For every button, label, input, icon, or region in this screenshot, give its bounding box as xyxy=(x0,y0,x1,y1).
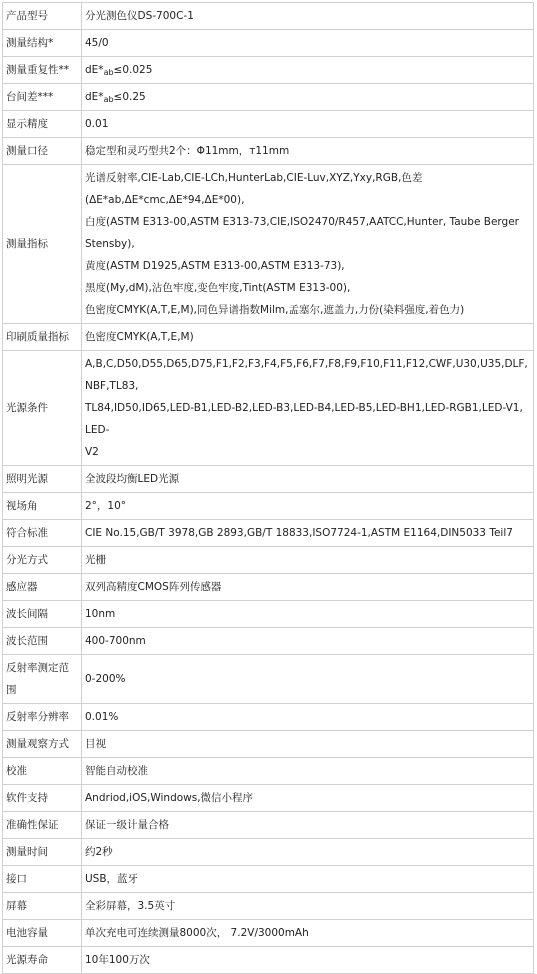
spec-label: 感应器 xyxy=(3,574,82,601)
spec-row xyxy=(3,601,534,628)
spec-label: 校准 xyxy=(3,758,82,785)
spec-value xyxy=(82,351,534,466)
spec-value xyxy=(82,30,534,57)
spec-value-line: 0.01 xyxy=(85,118,109,130)
spec-row xyxy=(3,731,534,758)
spec-row xyxy=(3,947,534,974)
spec-row xyxy=(3,520,534,547)
spec-value xyxy=(82,493,534,520)
spec-label: 照明光源 xyxy=(3,466,82,493)
spec-label: 视场角 xyxy=(3,493,82,520)
spec-value xyxy=(82,731,534,758)
spec-value-prefix: dE* xyxy=(85,64,104,76)
spec-row xyxy=(3,111,534,138)
spec-value-line: 色密度CMYK(A,T,E,M) xyxy=(85,331,194,343)
spec-value-line: 全波段均衡LED光源 xyxy=(85,473,180,485)
spec-value-line: USB，蓝牙 xyxy=(85,873,139,885)
spec-value xyxy=(82,84,534,111)
spec-row xyxy=(3,138,534,165)
spec-label: 测量结构* xyxy=(3,30,82,57)
spec-value xyxy=(82,893,534,920)
spec-value-line: 10nm xyxy=(85,608,116,620)
spec-value-line: 光谱反射率,CIE-Lab,CIE-LCh,HunterLab,CIE-Luv,XYZ,Yxy,RGB,色差 xyxy=(85,172,423,184)
spec-value-line: 0-200% xyxy=(85,673,126,685)
spec-value-line: TL84,ID50,ID65,LED-B1,LED-B2,LED-B3,LED-B4,LED-B5,LED-BH1,LED-RGB1,LED-V1, LED- xyxy=(85,402,523,436)
spec-label: 产品型号 xyxy=(3,3,82,30)
spec-label: 屏幕 xyxy=(3,893,82,920)
spec-value xyxy=(82,628,534,655)
spec-row xyxy=(3,3,534,30)
spec-value-line: Andriod,iOS,Windows,微信小程序 xyxy=(85,792,254,804)
spec-value-suffix: ≤0.25 xyxy=(113,91,146,103)
spec-value-line: A,B,C,D50,D55,D65,D75,F1,F2,F3,F4,F5,F6,F7,F8,F9,F10,F11,F12,CWF,U30,U35,DLF,NBF,TL83, xyxy=(85,358,528,392)
spec-row xyxy=(3,466,534,493)
spec-value-suffix: ≤0.025 xyxy=(113,64,153,76)
spec-row xyxy=(3,920,534,947)
spec-value-line: 色密度CMYK(A,T,E,M),同色异谱指数Milm,孟塞尔,遮盖力,力份(染料强度,着色力) xyxy=(85,304,465,316)
spec-value-line: (ΔE*ab,ΔE*cmc,ΔE*94,ΔE*00), xyxy=(85,194,245,206)
spec-row xyxy=(3,866,534,893)
spec-row xyxy=(3,547,534,574)
spec-value-line: 0.01% xyxy=(85,711,119,723)
spec-table-body xyxy=(3,3,534,974)
spec-label: 波长范围 xyxy=(3,628,82,655)
spec-value-line: CIE No.15,GB/T 3978,GB 2893,GB/T 18833,ISO7724-1,ASTM E1164,DIN5033 Teil7 xyxy=(85,527,513,539)
spec-value-line: 稳定型和灵巧型共2个：Φ11mm，ᴛ11mm xyxy=(85,145,290,157)
spec-value-prefix: dE* xyxy=(85,91,104,103)
spec-label: 测量口径 xyxy=(3,138,82,165)
spec-value-line: 白度(ASTM E313-00,ASTM E313-73,CIE,ISO2470/R457,AATCC,Hunter, Taube Berger xyxy=(85,216,519,228)
spec-row xyxy=(3,655,534,704)
spec-value xyxy=(82,920,534,947)
spec-label: 符合标准 xyxy=(3,520,82,547)
spec-row xyxy=(3,57,534,84)
spec-value-line: 400-700nm xyxy=(85,635,146,647)
spec-row xyxy=(3,785,534,812)
spec-row xyxy=(3,324,534,351)
spec-row xyxy=(3,812,534,839)
spec-label: 显示精度 xyxy=(3,111,82,138)
spec-value-line: 45/0 xyxy=(85,37,109,49)
spec-row xyxy=(3,165,534,324)
spec-value-line: 黄度(ASTM D1925,ASTM E313-00,ASTM E313-73), xyxy=(85,260,345,272)
spec-label: 反射率测定范围 xyxy=(3,655,82,704)
spec-value xyxy=(82,574,534,601)
spec-value xyxy=(82,165,534,324)
spec-value-line: 智能自动校准 xyxy=(85,765,148,777)
spec-value xyxy=(82,758,534,785)
spec-value xyxy=(82,704,534,731)
spec-label: 台间差*** xyxy=(3,84,82,111)
spec-value xyxy=(82,324,534,351)
spec-value xyxy=(82,785,534,812)
spec-value-line xyxy=(85,59,530,81)
spec-value-line: 全彩屏幕，3.5英寸 xyxy=(85,900,176,912)
spec-value-subscript: ab xyxy=(103,95,114,104)
spec-label: 接口 xyxy=(3,866,82,893)
spec-value xyxy=(82,111,534,138)
spec-row xyxy=(3,893,534,920)
spec-row xyxy=(3,704,534,731)
spec-value-line: 黑度(My,dM),沾色牢度,变色牢度,Tint(ASTM E313-00), xyxy=(85,282,351,294)
spec-value xyxy=(82,547,534,574)
spec-value-line: 保证一级计量合格 xyxy=(85,819,169,831)
spec-label: 光源条件 xyxy=(3,351,82,466)
spec-value xyxy=(82,601,534,628)
spec-value xyxy=(82,655,534,704)
spec-value-line xyxy=(85,86,530,108)
spec-label: 光源寿命 xyxy=(3,947,82,974)
spec-value-line: V2 xyxy=(85,446,99,458)
spec-value-line: 光栅 xyxy=(85,554,106,566)
spec-value xyxy=(82,947,534,974)
spec-value-subscript: ab xyxy=(103,68,114,77)
spec-value xyxy=(82,520,534,547)
spec-label: 测量时间 xyxy=(3,839,82,866)
spec-value-line: 2°，10° xyxy=(85,500,127,512)
spec-label: 电池容量 xyxy=(3,920,82,947)
spec-row xyxy=(3,30,534,57)
spec-value xyxy=(82,138,534,165)
spec-label: 软件支持 xyxy=(3,785,82,812)
spec-row xyxy=(3,839,534,866)
spec-value-line: 10年100万次 xyxy=(85,954,150,966)
spec-label: 分光方式 xyxy=(3,547,82,574)
spec-table xyxy=(2,2,534,974)
spec-row xyxy=(3,84,534,111)
spec-value xyxy=(82,57,534,84)
spec-value xyxy=(82,466,534,493)
spec-value-line: 分光测色仪DS-700C-1 xyxy=(85,10,194,22)
spec-value-line: 目视 xyxy=(85,738,106,750)
spec-row xyxy=(3,574,534,601)
spec-value-line: 约2秒 xyxy=(85,846,113,858)
spec-value xyxy=(82,866,534,893)
spec-value xyxy=(82,3,534,30)
spec-row xyxy=(3,493,534,520)
spec-row xyxy=(3,628,534,655)
spec-value xyxy=(82,812,534,839)
spec-value-line: 双列高精度CMOS阵列传感器 xyxy=(85,581,222,593)
spec-label: 波长间隔 xyxy=(3,601,82,628)
spec-row xyxy=(3,351,534,466)
spec-value-line: Stensby), xyxy=(85,238,135,250)
spec-label: 准确性保证 xyxy=(3,812,82,839)
spec-label: 测量指标 xyxy=(3,165,82,324)
spec-row xyxy=(3,758,534,785)
spec-value-line: 单次充电可连续测量8000次， 7.2V/3000mAh xyxy=(85,927,309,939)
spec-label: 印刷质量指标 xyxy=(3,324,82,351)
spec-label: 测量重复性** xyxy=(3,57,82,84)
spec-value xyxy=(82,839,534,866)
spec-label: 反射率分辨率 xyxy=(3,704,82,731)
spec-label: 测量观察方式 xyxy=(3,731,82,758)
